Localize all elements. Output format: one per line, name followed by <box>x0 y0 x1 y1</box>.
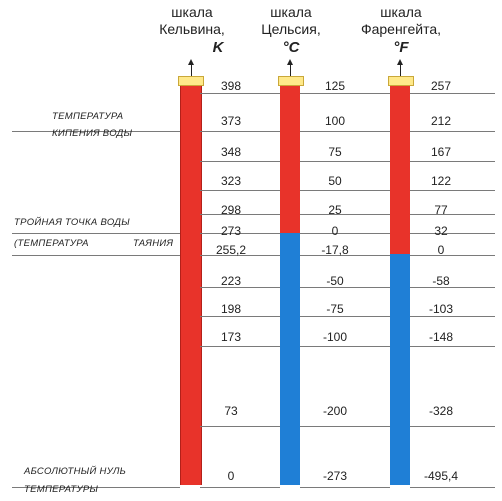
celsius-tube <box>280 76 300 485</box>
scale-line <box>300 93 390 94</box>
fahrenheit-header <box>346 4 456 56</box>
kelvin-value: 73 <box>224 404 238 418</box>
fahrenheit-value: -103 <box>428 302 454 316</box>
celsius-value: -100 <box>322 330 348 344</box>
celsius-value: -75 <box>326 302 344 316</box>
scale-line <box>200 487 280 488</box>
scale-line <box>410 346 495 347</box>
celsius-header-line2: Цельсия, <box>261 21 321 37</box>
kelvin-value: 348 <box>220 145 242 159</box>
celsius-value: 125 <box>324 79 346 93</box>
kelvin-value: 398 <box>220 79 242 93</box>
fahrenheit-value: -495,4 <box>423 469 459 483</box>
kelvin-value: 373 <box>220 114 242 128</box>
melting-label-line2: ТАЯНИЯ <box>133 238 174 249</box>
scale-line <box>200 346 280 347</box>
scale-line <box>410 93 495 94</box>
scale-line <box>300 316 390 317</box>
scale-line <box>410 131 495 132</box>
scale-line <box>300 190 390 191</box>
kelvin-value: 173 <box>220 330 242 344</box>
scale-line <box>200 93 280 94</box>
fahrenheit-unit: °F <box>393 39 409 56</box>
fahrenheit-tube <box>390 76 410 485</box>
fahrenheit-value: 0 <box>437 243 445 257</box>
scale-line <box>410 487 495 488</box>
celsius-value: -273 <box>322 469 348 483</box>
fahrenheit-value: -58 <box>432 274 450 288</box>
kelvin-value: 273 <box>220 224 242 238</box>
kelvin-value: 223 <box>220 274 242 288</box>
fahrenheit-value: 167 <box>430 145 452 159</box>
fahrenheit-value: 77 <box>434 203 448 217</box>
celsius-value: -50 <box>326 274 344 288</box>
kelvin-value: 323 <box>220 174 242 188</box>
kelvin-pointer-stem <box>191 64 192 76</box>
fahrenheit-value: 122 <box>430 174 452 188</box>
scale-line <box>200 161 280 162</box>
kelvin-tube-top <box>178 76 204 86</box>
scale-line <box>410 161 495 162</box>
scale-line <box>300 487 390 488</box>
celsius-value: 75 <box>328 145 342 159</box>
scale-line <box>300 161 390 162</box>
scale-line <box>410 316 495 317</box>
kelvin-tube <box>180 76 202 485</box>
celsius-header-line1: шкала <box>270 4 312 20</box>
celsius-value: -17,8 <box>321 243 349 257</box>
fahrenheit-pointer-stem <box>400 64 401 76</box>
celsius-value: 100 <box>324 114 346 128</box>
kelvin-value: 198 <box>220 302 242 316</box>
scale-line <box>12 255 180 256</box>
kelvin-value: 298 <box>220 203 242 217</box>
celsius-value: 50 <box>328 174 342 188</box>
scale-line <box>300 346 390 347</box>
scale-line <box>200 190 280 191</box>
fahrenheit-value: -148 <box>428 330 454 344</box>
scale-line <box>410 426 495 427</box>
celsius-pointer-stem <box>290 64 291 76</box>
celsius-pointer-arrow <box>287 59 293 65</box>
absolute-zero-label-line2: ТЕМПЕРАТУРЫ <box>24 484 99 495</box>
fahrenheit-value: 212 <box>430 114 452 128</box>
scale-line <box>200 131 280 132</box>
celsius-value: 0 <box>331 224 339 238</box>
fahrenheit-pointer-arrow <box>397 59 403 65</box>
scale-line <box>12 233 180 234</box>
fahrenheit-tube-top <box>388 76 414 86</box>
scale-line <box>200 426 280 427</box>
kelvin-pointer-arrow <box>188 59 194 65</box>
kelvin-header-line2: Кельвина, <box>159 21 225 37</box>
scale-line <box>410 190 495 191</box>
celsius-tube-top <box>278 76 304 86</box>
celsius-unit: °C <box>282 39 300 56</box>
melting-label-line1: (ТЕМПЕРАТУРА <box>14 238 89 249</box>
fahrenheit-value: 32 <box>434 224 448 238</box>
fahrenheit-header-line2: Фаренгейта, <box>360 21 442 37</box>
celsius-header <box>236 4 346 56</box>
kelvin-unit: K <box>212 39 224 56</box>
scale-line <box>300 426 390 427</box>
kelvin-value: 0 <box>227 469 235 483</box>
triple-point-label: ТРОЙНАЯ ТОЧКА ВОДЫ <box>14 217 130 228</box>
boiling-label-line2: КИПЕНИЯ ВОДЫ <box>52 128 133 139</box>
absolute-zero-label-line1: АБСОЛЮТНЫЙ НУЛЬ <box>24 466 127 477</box>
scale-line <box>300 131 390 132</box>
fahrenheit-value: -328 <box>428 404 454 418</box>
fahrenheit-header-line1: шкала <box>380 4 422 20</box>
boiling-label-line1: ТЕМПЕРАТУРА <box>52 111 124 122</box>
kelvin-header-line1: шкала <box>171 4 213 20</box>
fahrenheit-value: 257 <box>430 79 452 93</box>
celsius-value: -200 <box>322 404 348 418</box>
scale-line <box>200 316 280 317</box>
kelvin-header <box>137 4 247 56</box>
kelvin-value: 255,2 <box>215 243 247 257</box>
celsius-value: 25 <box>328 203 342 217</box>
